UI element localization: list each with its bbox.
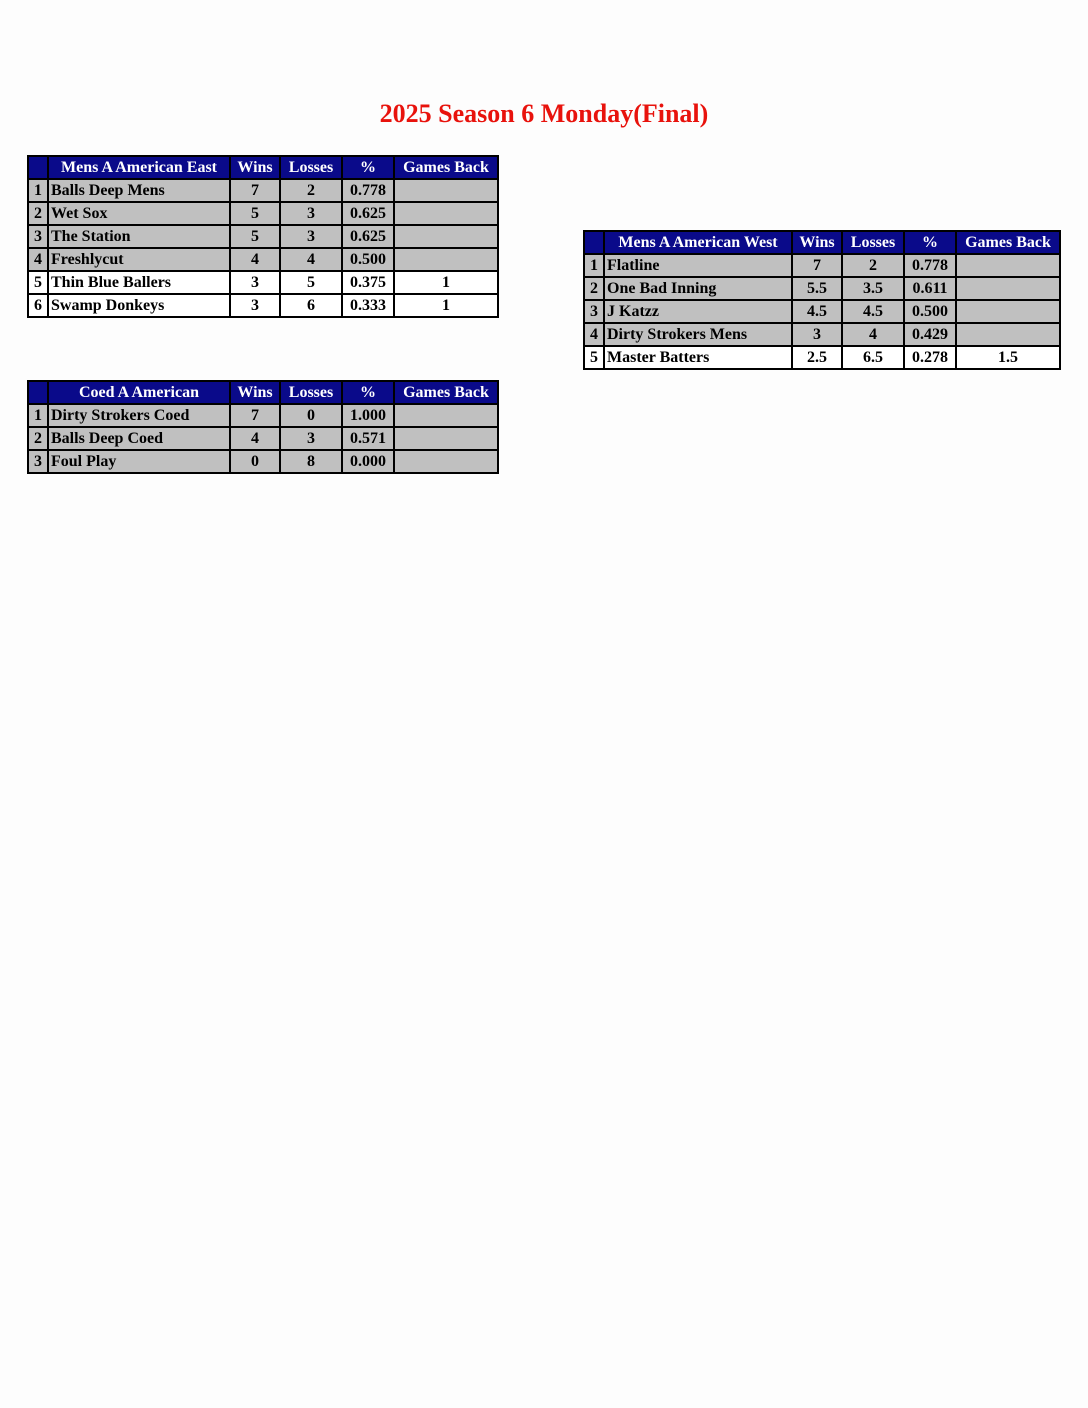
games-back-header: Games Back bbox=[956, 231, 1060, 254]
pct-cell: 0.375 bbox=[342, 271, 394, 294]
pct-header: % bbox=[904, 231, 956, 254]
games-back-cell bbox=[394, 202, 498, 225]
games-back-cell bbox=[394, 248, 498, 271]
games-back-cell: 1 bbox=[394, 271, 498, 294]
losses-cell: 3.5 bbox=[842, 277, 904, 300]
wins-cell: 4 bbox=[230, 248, 280, 271]
division-header: Mens A American East bbox=[48, 156, 230, 179]
losses-cell: 4 bbox=[842, 323, 904, 346]
rank-cell: 6 bbox=[28, 294, 48, 317]
pct-cell: 0.500 bbox=[904, 300, 956, 323]
games-back-cell: 1 bbox=[394, 294, 498, 317]
games-back-cell bbox=[394, 179, 498, 202]
rank-cell: 1 bbox=[28, 179, 48, 202]
rank-cell: 5 bbox=[584, 346, 604, 369]
rank-cell: 3 bbox=[28, 450, 48, 473]
header-row bbox=[584, 231, 1060, 254]
team-cell: Freshlycut bbox=[48, 248, 230, 271]
pct-cell: 0.611 bbox=[904, 277, 956, 300]
losses-header: Losses bbox=[280, 381, 342, 404]
team-cell: Flatline bbox=[604, 254, 792, 277]
losses-cell: 6 bbox=[280, 294, 342, 317]
wins-cell: 4 bbox=[230, 427, 280, 450]
losses-cell: 2 bbox=[842, 254, 904, 277]
team-cell: Wet Sox bbox=[48, 202, 230, 225]
pct-cell: 0.333 bbox=[342, 294, 394, 317]
header-row bbox=[28, 156, 498, 179]
table-row bbox=[584, 346, 1060, 369]
wins-cell: 2.5 bbox=[792, 346, 842, 369]
table-row bbox=[28, 294, 498, 317]
table-row bbox=[28, 202, 498, 225]
games-back-header: Games Back bbox=[394, 381, 498, 404]
pct-cell: 1.000 bbox=[342, 404, 394, 427]
table-row bbox=[28, 271, 498, 294]
standings-table-mens-east bbox=[27, 155, 499, 318]
pct-cell: 0.429 bbox=[904, 323, 956, 346]
games-back-cell bbox=[956, 300, 1060, 323]
team-cell: One Bad Inning bbox=[604, 277, 792, 300]
wins-header: Wins bbox=[792, 231, 842, 254]
pct-cell: 0.625 bbox=[342, 202, 394, 225]
pct-header: % bbox=[342, 381, 394, 404]
division-header: Coed A American bbox=[48, 381, 230, 404]
rank-cell: 2 bbox=[28, 427, 48, 450]
rank-cell: 3 bbox=[584, 300, 604, 323]
rank-cell: 2 bbox=[584, 277, 604, 300]
standings-table-coed bbox=[27, 380, 499, 474]
losses-cell: 5 bbox=[280, 271, 342, 294]
page-title: 2025 Season 6 Monday(Final) bbox=[379, 99, 709, 128]
losses-cell: 6.5 bbox=[842, 346, 904, 369]
team-cell: Foul Play bbox=[48, 450, 230, 473]
losses-header: Losses bbox=[280, 156, 342, 179]
rank-header bbox=[28, 156, 48, 179]
wins-cell: 7 bbox=[792, 254, 842, 277]
wins-cell: 0 bbox=[230, 450, 280, 473]
header-row bbox=[28, 381, 498, 404]
wins-cell: 4.5 bbox=[792, 300, 842, 323]
team-cell: Dirty Strokers Mens bbox=[604, 323, 792, 346]
team-cell: The Station bbox=[48, 225, 230, 248]
table-row bbox=[28, 179, 498, 202]
losses-cell: 2 bbox=[280, 179, 342, 202]
team-cell: Balls Deep Coed bbox=[48, 427, 230, 450]
losses-cell: 8 bbox=[280, 450, 342, 473]
pct-cell: 0.571 bbox=[342, 427, 394, 450]
table-row bbox=[28, 225, 498, 248]
table-row bbox=[584, 277, 1060, 300]
losses-cell: 3 bbox=[280, 427, 342, 450]
pct-cell: 0.778 bbox=[342, 179, 394, 202]
games-back-cell bbox=[956, 323, 1060, 346]
table-row bbox=[28, 248, 498, 271]
wins-cell: 5 bbox=[230, 225, 280, 248]
rank-cell: 1 bbox=[28, 404, 48, 427]
table-row bbox=[584, 300, 1060, 323]
pct-cell: 0.000 bbox=[342, 450, 394, 473]
pct-cell: 0.500 bbox=[342, 248, 394, 271]
table-row bbox=[28, 450, 498, 473]
rank-cell: 3 bbox=[28, 225, 48, 248]
games-back-cell bbox=[394, 450, 498, 473]
table-row bbox=[584, 323, 1060, 346]
games-back-header: Games Back bbox=[394, 156, 498, 179]
wins-cell: 3 bbox=[230, 294, 280, 317]
pct-header: % bbox=[342, 156, 394, 179]
team-cell: Balls Deep Mens bbox=[48, 179, 230, 202]
rank-cell: 4 bbox=[584, 323, 604, 346]
team-cell: Master Batters bbox=[604, 346, 792, 369]
games-back-cell bbox=[394, 427, 498, 450]
team-cell: Dirty Strokers Coed bbox=[48, 404, 230, 427]
table-row bbox=[28, 404, 498, 427]
losses-cell: 4.5 bbox=[842, 300, 904, 323]
team-cell: Swamp Donkeys bbox=[48, 294, 230, 317]
wins-cell: 5 bbox=[230, 202, 280, 225]
losses-cell: 3 bbox=[280, 225, 342, 248]
table-row bbox=[28, 427, 498, 450]
wins-header: Wins bbox=[230, 156, 280, 179]
wins-cell: 7 bbox=[230, 179, 280, 202]
rank-cell: 5 bbox=[28, 271, 48, 294]
wins-cell: 5.5 bbox=[792, 277, 842, 300]
games-back-cell: 1.5 bbox=[956, 346, 1060, 369]
wins-cell: 7 bbox=[230, 404, 280, 427]
games-back-cell bbox=[956, 254, 1060, 277]
losses-header: Losses bbox=[842, 231, 904, 254]
losses-cell: 3 bbox=[280, 202, 342, 225]
games-back-cell bbox=[394, 225, 498, 248]
losses-cell: 0 bbox=[280, 404, 342, 427]
rank-cell: 1 bbox=[584, 254, 604, 277]
losses-cell: 4 bbox=[280, 248, 342, 271]
wins-cell: 3 bbox=[230, 271, 280, 294]
pct-cell: 0.625 bbox=[342, 225, 394, 248]
division-header: Mens A American West bbox=[604, 231, 792, 254]
pct-cell: 0.278 bbox=[904, 346, 956, 369]
rank-header bbox=[584, 231, 604, 254]
rank-cell: 2 bbox=[28, 202, 48, 225]
games-back-cell bbox=[956, 277, 1060, 300]
standings-table-mens-west bbox=[583, 230, 1061, 370]
rank-cell: 4 bbox=[28, 248, 48, 271]
table-row bbox=[584, 254, 1060, 277]
pct-cell: 0.778 bbox=[904, 254, 956, 277]
wins-cell: 3 bbox=[792, 323, 842, 346]
wins-header: Wins bbox=[230, 381, 280, 404]
team-cell: Thin Blue Ballers bbox=[48, 271, 230, 294]
team-cell: J Katzz bbox=[604, 300, 792, 323]
rank-header bbox=[28, 381, 48, 404]
games-back-cell bbox=[394, 404, 498, 427]
